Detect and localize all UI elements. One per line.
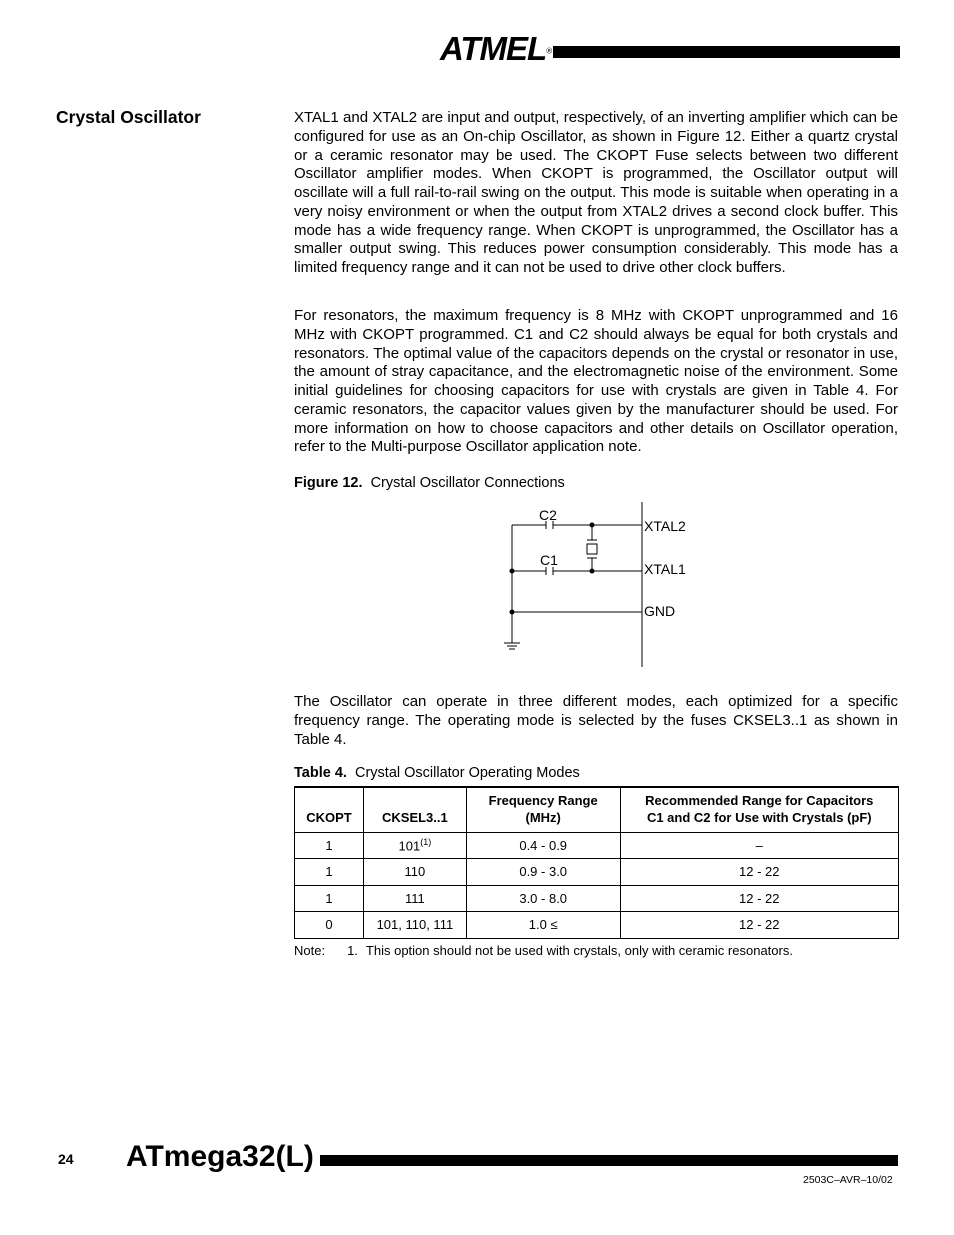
xtal1-label: XTAL1 xyxy=(644,561,686,577)
section-title: Crystal Oscillator xyxy=(56,107,201,127)
cell-cksel-value: 101 xyxy=(398,838,421,854)
atmel-logo xyxy=(440,30,552,68)
cell-ckopt: 1 xyxy=(295,832,364,859)
xtal2-label: XTAL2 xyxy=(644,518,686,534)
header-capacitors-line1: Recommended Range for Capacitors xyxy=(645,792,874,808)
cell-ckopt: 1 xyxy=(295,859,364,886)
table-row xyxy=(295,885,899,912)
cell-ckopt: 0 xyxy=(295,912,364,939)
cell-frequency: 3.0 - 8.0 xyxy=(466,885,620,912)
table-note xyxy=(294,943,793,958)
table-row xyxy=(295,859,899,886)
table-row xyxy=(295,832,899,859)
document-code: 2503C–AVR–10/02 xyxy=(803,1174,893,1186)
header-frequency-line1: Frequency Range xyxy=(488,792,598,808)
table-caption xyxy=(294,765,580,781)
note-number: 1. xyxy=(347,943,358,958)
logo-registered-mark: ® xyxy=(546,46,553,56)
figure-caption-text: Crystal Oscillator Connections xyxy=(370,475,565,491)
cell-cksel: 101, 110, 111 xyxy=(363,912,466,939)
figure-label: Figure 12. xyxy=(294,475,363,491)
header-rule xyxy=(553,46,900,58)
crystal-oscillator-diagram xyxy=(495,495,715,675)
logo-text: ATMEL xyxy=(440,30,547,67)
c1-label: C1 xyxy=(540,552,558,568)
operating-modes-table xyxy=(294,786,899,939)
table-caption-text: Crystal Oscillator Operating Modes xyxy=(354,765,580,781)
junction-dot xyxy=(510,569,515,574)
header-frequency-line2: (MHz) xyxy=(525,809,561,825)
note-text: This option should not be used with crystals, only with ceramic resonators. xyxy=(365,943,793,958)
header-frequency xyxy=(466,787,620,832)
junction-dot xyxy=(590,569,595,574)
header-ckopt: CKOPT xyxy=(295,787,364,832)
document-title: ATmega32(L) xyxy=(126,1140,314,1173)
gnd-label: GND xyxy=(644,603,676,619)
header-capacitors-line2: C1 and C2 for Use with Crystals (pF) xyxy=(646,809,872,825)
body-paragraph: XTAL1 and XTAL2 are input and output, respectively, of an inverting amplifier which can be configured for use as an On-chip Oscillator, as shown in Figure 12. Either a quartz crystal or a ceramic resonator may be used. The CKOPT Fuse selects between two different Oscillator amplifier modes. When CKOPT is programmed, the Oscillator output will oscillate will a full rail-to-rail swing on the output. This mode is suitable when operating in a very noisy environment or when the output from XTAL2 drives a second clock buffer. This mode has a wide frequency range. When CKOPT is unprogrammed, the Oscillator has a smaller output swing. This reduces power consumption considerably. This mode has a limited frequency range and it can not be used to drive other clock buffers. xyxy=(294,109,898,276)
cell-cksel: 110 xyxy=(363,859,466,886)
cell-capacitors: 12 - 22 xyxy=(620,859,898,886)
table-header-row xyxy=(295,787,899,832)
cell-cksel xyxy=(363,832,466,859)
table-row xyxy=(295,912,899,939)
footnote-ref: (1) xyxy=(420,837,432,848)
cell-cksel: 111 xyxy=(363,885,466,912)
cell-capacitors: 12 - 22 xyxy=(620,912,898,939)
crystal-body xyxy=(587,544,597,554)
cell-capacitors: 12 - 22 xyxy=(620,885,898,912)
page-number: 24 xyxy=(58,1151,74,1167)
cell-ckopt: 1 xyxy=(295,885,364,912)
body-paragraph: The Oscillator can operate in three different modes, each optimized for a specific frequency range. The operating mode is selected by the fuses CKSEL3..1 as shown in Table 4. xyxy=(294,693,898,748)
cell-capacitors: – xyxy=(620,832,898,859)
cell-frequency: 0.4 - 0.9 xyxy=(466,832,620,859)
figure-caption xyxy=(294,475,565,491)
header-cksel: CKSEL3..1 xyxy=(363,787,466,832)
cell-frequency: 0.9 - 3.0 xyxy=(466,859,620,886)
junction-dot xyxy=(590,523,595,528)
table-label: Table 4. xyxy=(294,765,347,781)
footer-rule xyxy=(320,1155,898,1166)
body-paragraph: For resonators, the maximum frequency is 8 MHz with CKOPT unprogrammed and 16 MHz with CKOPT programmed. C1 and C2 should always be equal for both crystals and resonators. The optimal value of the capacitors depends on the crystal or resonator in use, the amount of stray capacitance, and the electromagnetic noise of the environment. Some initial guidelines for choosing capacitors for use with crystals are given in Table 4. For ceramic resonators, the capacitor values given by the manufacturer should be used. For more information on how to choose capacitors and other details on Oscillator operation, refer to the Multi-purpose Oscillator application note. xyxy=(294,307,898,456)
junction-dot xyxy=(510,610,515,615)
c2-label: C2 xyxy=(539,507,557,523)
header-capacitors xyxy=(620,787,898,832)
cell-frequency: 1.0 ≤ xyxy=(466,912,620,939)
note-label: Note: xyxy=(294,943,326,958)
